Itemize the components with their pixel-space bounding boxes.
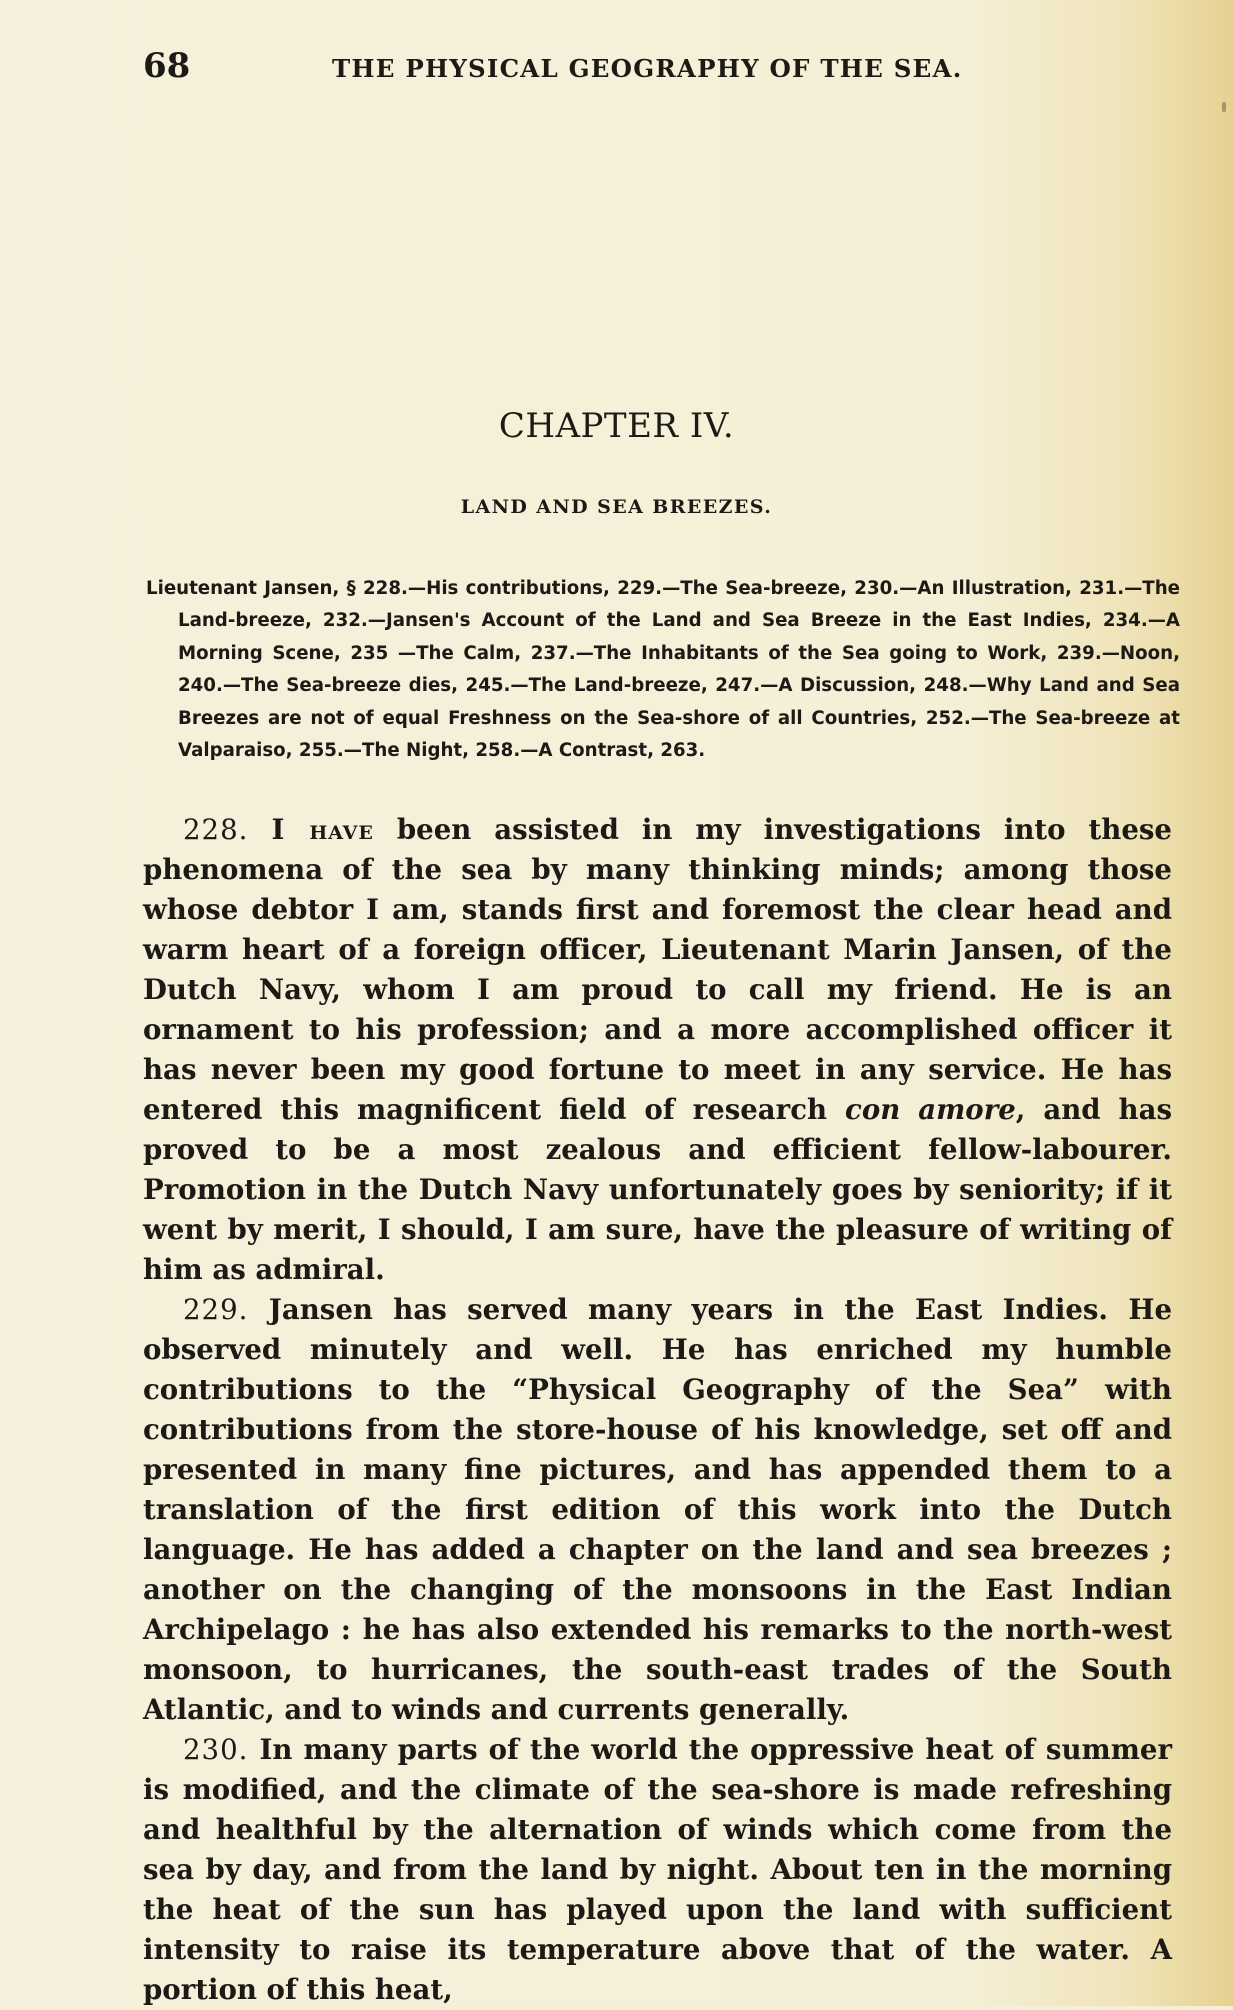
chapter-summary-text: Lieutenant Jansen, § 228.—His contributions, 229.—The Sea-breeze, 230.—An Illustration, 231.—The Land-breeze, 232.—Jansen's Account of the Land and Sea Breeze in the East Indies, 234.—A Morning Scene, 235 —The Calm, 237.—The Inhabitants of the Sea going to Work, 239.—Noon, 240.—The Sea-breeze dies, 245.—The Land-breeze, 247.—A Discussion, 248.—Why Land and Sea Breezes are not of equal Freshness on the Sea-shore of all Countries, 252.—The Sea-breeze at Valparaiso, 255.—The Night, 258.—A Contrast, 263. (146, 578, 1180, 762)
paragraph-opening: I have (271, 813, 374, 846)
paragraph-text: , and has proved to be a most zealous and efficient fellow-labourer. Promotion in the Dutch Navy unfortunately goes by seniority; if it went by merit, I should, I am sure, have the pleasure of writing of him as admiral. (143, 1093, 1172, 1286)
page-edge-mark (1222, 102, 1226, 112)
paragraph-text: In many parts of the world the oppressive heat of summer is modified, and the climate of the sea-shore is made refreshing and healthful by the alternation of winds which come from the sea by day, and from the land by night. About ten in the morning the heat of the sun has played upon the land with sufficient intensity to raise its temperature above that of the water. A portion of this heat, (143, 1733, 1172, 2006)
paragraph-text: been assisted in my investigations into these phenomena of the sea by many thinking minds; among those whose debtor I am, stands first and foremost the clear head and warm heart of a foreign officer, Lieutenant Marin Jansen, of the Dutch Navy, whom I am proud to call my friend. He is an ornament to his profession; and a more accomplished officer it has never been my good fortune to meet in any service. He has entered this magnificent field of research (143, 813, 1172, 1126)
paragraph-230 (143, 1730, 1172, 2010)
paragraph-number: 228. (183, 813, 249, 846)
paragraph-229 (143, 1290, 1172, 1730)
paragraph-number: 229. (183, 1293, 249, 1326)
chapter-subtitle: LAND AND SEA BREEZES. (460, 496, 773, 518)
page-number: 68 (143, 46, 191, 86)
running-title: THE PHYSICAL GEOGRAPHY OF THE SEA. (332, 54, 963, 83)
paragraph-text: Jansen has served many years in the East Indies. He observed minutely and well. He has enriched my humble contributions to the “Physical Geography of the Sea” with contributions from the store-house of his knowledge, set off and presented in many fine pictures, and has appended them to a translation of the first edition of this work into the Dutch language. He has added a chapter on the land and sea breezes ; another on the changing of the monsoons in the East Indian Archipelago : he has also extended his remarks to the north-west monsoon, to hurricanes, the south-east trades of the South Atlantic, and to winds and currents generally. (143, 1293, 1172, 1726)
body-text (143, 810, 1172, 2010)
paragraph-228 (143, 810, 1172, 1290)
chapter-title: CHAPTER IV. (498, 406, 735, 446)
paragraph-number: 230. (183, 1733, 249, 1766)
page-header (140, 46, 1180, 94)
chapter-summary (146, 573, 1180, 767)
paragraph-italic-phrase: con amore (845, 1093, 1016, 1126)
